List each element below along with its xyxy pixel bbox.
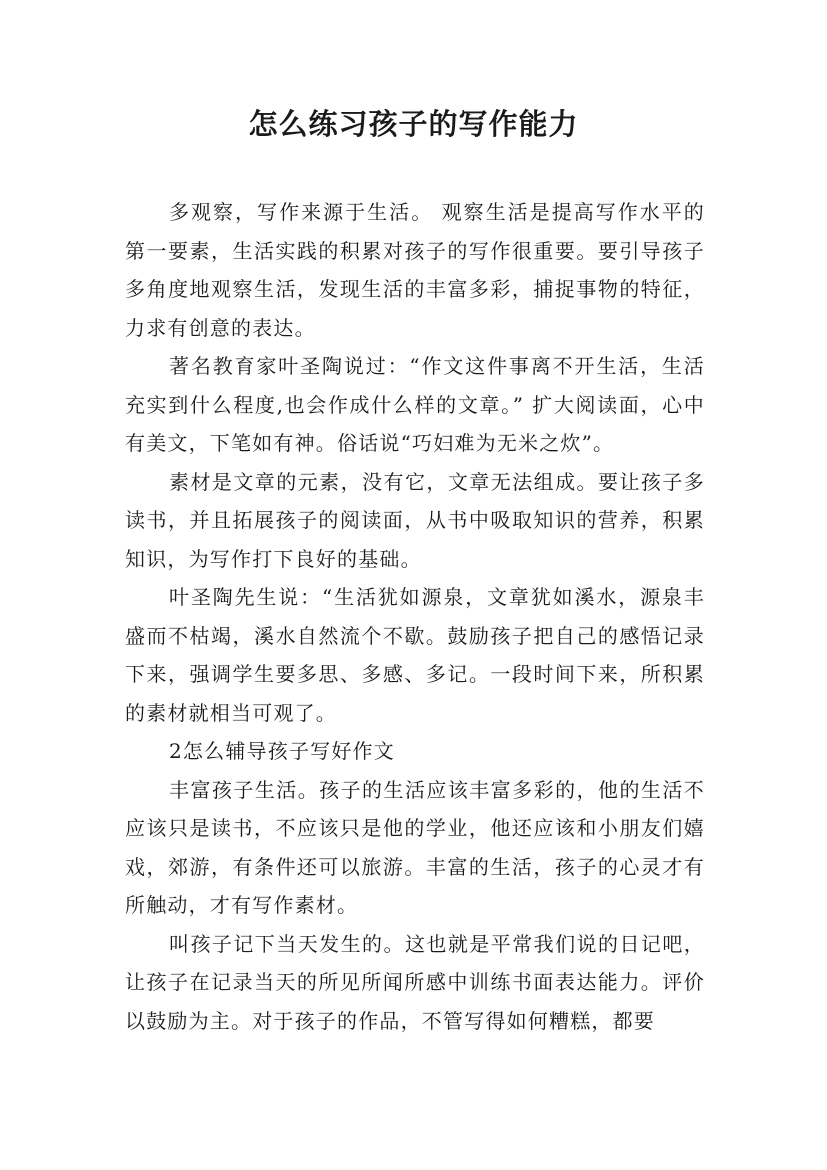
paragraph-material: 素材是文章的元素，没有它，文章无法组成。要让孩子多读书，并且拓展孩子的阅读面，从书中吸取知识的营养，积累知识，为写作打下良好的基础。 (125, 469, 705, 571)
paragraph-source-spring: 叶圣陶先生说：“生活犹如源泉，文章犹如溪水，源泉丰盛而不枯竭，溪水自然流个不歇。鼓励孩子把自己的感悟记录下来，强调学生要多思、多感、多记。一段时间下来，所积累的素材就相当可观了。 (125, 585, 705, 725)
section-heading: 2怎么辅导孩子写好作文 (169, 739, 395, 763)
document-body (125, 193, 705, 1040)
paragraph-ye-shengtao-quote: 著名教育家叶圣陶说过：“作文这件事离不开生活，生活充实到什么程度,也会作成什么样的文章。” 扩大阅读面，心中有美文，下笔如有神。俗话说“巧妇难为无米之炊”。 (125, 354, 705, 455)
paragraph-diary: 叫孩子记下当天发生的。这也就是平常我们说的日记吧，让孩子在记录当天的所见所闻所感中训练书面表达能力。评价以鼓励为主。对于孩子的作品，不管写得如何糟糕，都要 (125, 931, 705, 1033)
document-title: 怎么练习孩子的写作能力 (248, 107, 579, 141)
paragraph-observe: 多观察，写作来源于生活。 观察生活是提高写作水平的第一要素，生活实践的积累对孩子的写作很重要。要引导孩子多角度地观察生活，发现生活的丰富多彩，捕捉事物的特征，力求有创意的表达。 (125, 200, 705, 340)
paragraph-enrich-life: 丰富孩子生活。孩子的生活应该丰富多彩的，他的生活不应该只是读书，不应该只是他的学业，他还应该和小朋友们嬉戏，郊游，有条件还可以旅游。丰富的生活，孩子的心灵才有所触动，才有写作素材。 (125, 777, 705, 917)
